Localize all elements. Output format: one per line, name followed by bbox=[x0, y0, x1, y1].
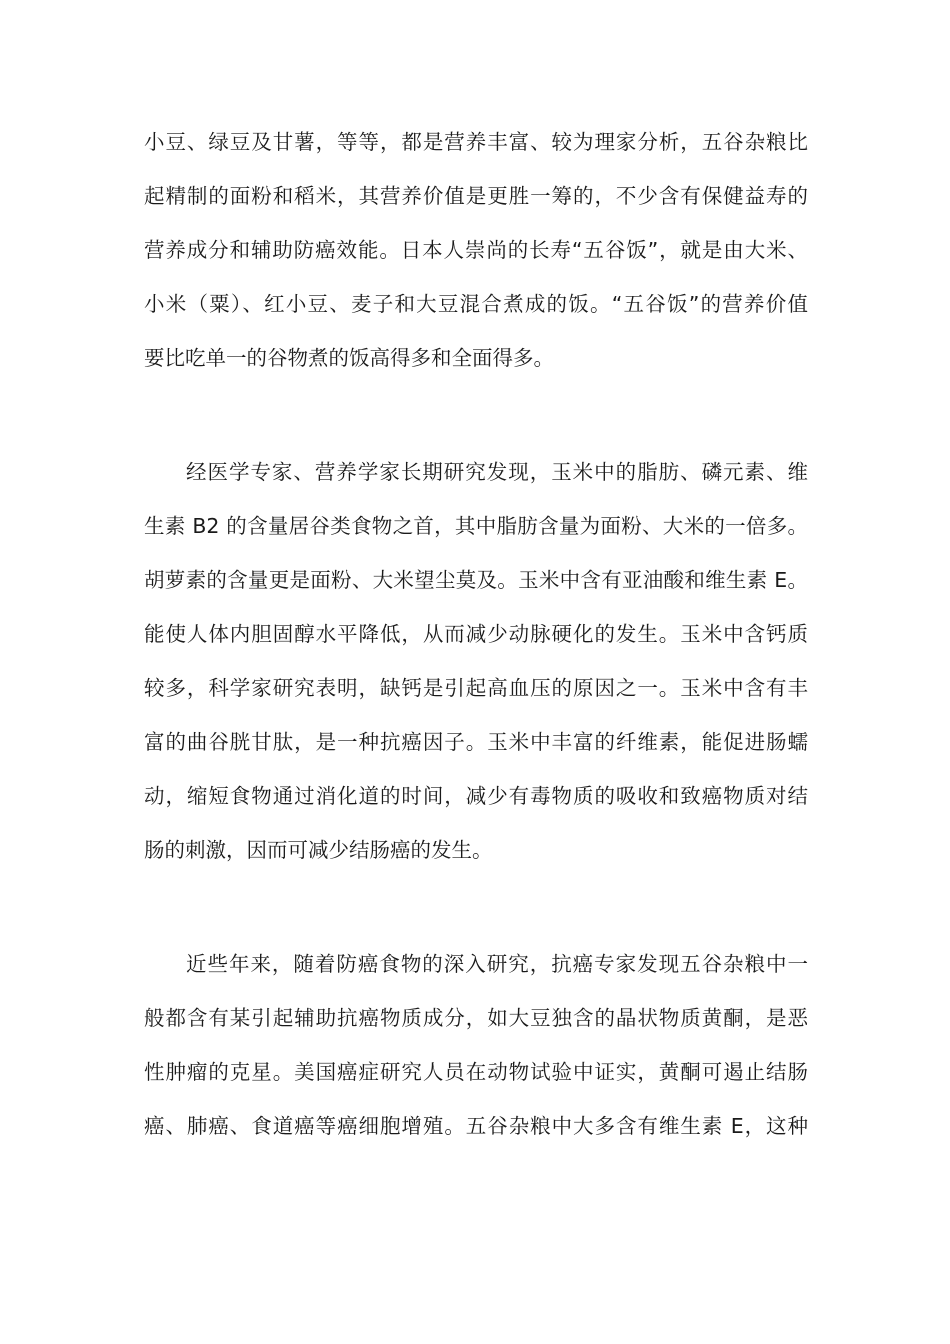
text-line: 富的曲谷胱甘肽，是一种抗癌因子。玉米中丰富的纤维素，能促进肠蠕 bbox=[144, 730, 808, 754]
text-line: 经医学专家、营养学家长期研究发现，玉米中的脂肪、磷元素、维 bbox=[186, 460, 808, 484]
text-line: 近些年来，随着防癌食物的深入研究，抗癌专家发现五谷杂粮中一 bbox=[186, 952, 808, 976]
text-line: 生素 B2 的含量居谷类食物之首，其中脂肪含量为面粉、大米的一倍多。 bbox=[144, 514, 808, 538]
paragraph-spacer bbox=[144, 390, 808, 450]
text-line: 较多，科学家研究表明，缺钙是引起高血压的原因之一。玉米中含有丰 bbox=[144, 676, 808, 700]
text-line: 小豆、绿豆及甘薯，等等，都是营养丰富、较为理家分析，五谷杂粮比 bbox=[144, 130, 808, 154]
text-line: 要比吃单一的谷物煮的饭高得多和全面得多。 bbox=[144, 346, 554, 370]
text-line: 肠的刺激，因而可减少结肠癌的发生。 bbox=[144, 838, 493, 862]
paragraph-anticancer bbox=[144, 942, 808, 1158]
text-line: 癌、肺癌、食道癌等癌细胞增殖。五谷杂粮中大多含有维生素 E，这种 bbox=[144, 1114, 808, 1138]
text-line: 起精制的面粉和稻米，其营养价值是更胜一筹的，不少含有保健益寿的 bbox=[144, 184, 808, 208]
text-line: 般都含有某引起辅助抗癌物质成分，如大豆独含的晶状物质黄酮，是恶 bbox=[144, 1006, 808, 1030]
text-line: 胡萝素的含量更是面粉、大米望尘莫及。玉米中含有亚油酸和维生素 E。 bbox=[144, 568, 808, 592]
text-line: 性肿瘤的克星。美国癌症研究人员在动物试验中证实，黄酮可遏止结肠 bbox=[144, 1060, 808, 1084]
document-body bbox=[144, 120, 808, 1158]
paragraph-spacer bbox=[144, 882, 808, 942]
paragraph-five-grains bbox=[144, 120, 808, 390]
text-line: 营养成分和辅助防癌效能。日本人崇尚的长寿“五谷饭”，就是由大米、 bbox=[144, 238, 808, 262]
text-line: 能使人体内胆固醇水平降低，从而减少动脉硬化的发生。玉米中含钙质 bbox=[144, 622, 808, 646]
paragraph-corn bbox=[144, 450, 808, 882]
text-line: 动，缩短食物通过消化道的时间，减少有毒物质的吸收和致癌物质对结 bbox=[144, 784, 808, 808]
text-line: 小米（粟）、红小豆、麦子和大豆混合煮成的饭。“五谷饭”的营养价值 bbox=[144, 292, 808, 316]
